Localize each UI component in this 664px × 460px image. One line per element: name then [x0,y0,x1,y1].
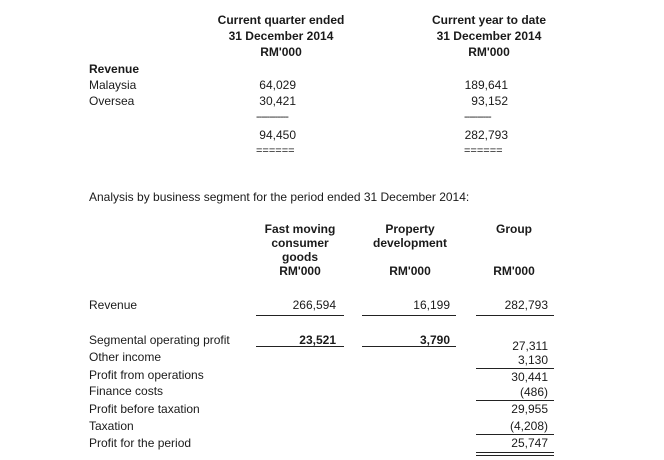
profit-for-period-group: 25,747 [511,436,548,450]
taxation-label: Taxation [89,419,134,433]
quarter-column-header [196,12,366,60]
finance-costs-label: Finance costs [89,384,164,398]
group-revenue-underline [476,315,554,316]
revenue-section-label: Revenue [89,62,140,76]
fmcg-header-line-1: Fast moving [264,222,336,236]
segment-revenue-property: 16,199 [413,298,450,312]
taxation-underline [476,434,554,435]
quarter-header-line-3: RM'000 [260,45,302,59]
property-header-line-1: Property [385,222,435,236]
taxation-group: (4,208) [509,419,548,433]
fmcg-header-line-3: goods [282,250,318,264]
ytd-double-underline: ====== [464,145,503,157]
ytd-header-line-3: RM'000 [468,45,510,59]
fmcg-header-line-2: consumer [271,236,329,250]
profit-for-period-label: Profit for the period [89,436,192,450]
property-header-line-2: development [372,236,447,250]
segmental-operating-profit-fmcg: 23,521 [299,333,336,347]
ytd-total: 282,793 [464,128,508,142]
segmental-operating-profit-label: Segmental operating profit [89,333,230,347]
segment-analysis-title: Analysis by business segment for the period ended 31 December 2014: [89,190,470,204]
ytd-header-line-1: Current year to date [431,13,547,27]
ytd-value-malaysia: 189,641 [464,78,508,92]
other-income-underline [476,368,554,369]
fmcg-header-line-4: RM'000 [279,264,321,278]
quarter-value-malaysia: 64,029 [259,78,296,92]
ytd-dash-separator: ---------- [464,111,491,123]
quarter-dash-separator: ------------ [256,111,288,123]
quarter-header-line-2: 31 December 2014 [228,29,334,43]
segmental-operating-profit-property: 3,790 [419,333,450,347]
finance-costs-group: (486) [519,385,548,399]
quarter-total: 94,450 [259,128,296,142]
ytd-column-header [404,12,574,60]
profit-from-operations-label: Profit from operations [89,368,204,382]
quarter-double-underline: ====== [256,145,295,157]
fmcg-revenue-underline [256,315,344,316]
segment-revenue-fmcg: 266,594 [292,298,336,312]
property-revenue-underline [362,315,456,316]
segment-revenue-group: 282,793 [504,298,548,312]
other-income-label: Other income [89,350,162,364]
group-column-header: Group [496,222,532,236]
segmental-operating-profit-group: 27,311 [512,339,548,353]
finance-costs-underline [476,400,554,401]
ytd-value-oversea: 93,152 [471,94,508,108]
profit-before-taxation-group: 29,955 [511,402,548,416]
segment-revenue-label: Revenue [89,298,138,312]
row-label-malaysia: Malaysia [89,78,137,92]
property-column-header [360,222,460,250]
profit-for-period-double-underline-2 [476,455,554,456]
row-label-oversea: Oversea [89,94,135,108]
profit-for-period-double-underline-1 [476,452,554,453]
ytd-header-line-2: 31 December 2014 [436,29,542,43]
quarter-header-line-1: Current quarter ended [217,13,345,27]
fmcg-column-header [254,222,346,278]
quarter-value-oversea: 30,421 [259,94,296,108]
property-header-unit: RM'000 [389,264,431,278]
profit-from-operations-group: 30,441 [511,370,548,384]
profit-before-taxation-label: Profit before taxation [89,402,200,416]
group-header-unit: RM'000 [493,264,535,278]
other-income-group: 3,130 [517,353,548,367]
